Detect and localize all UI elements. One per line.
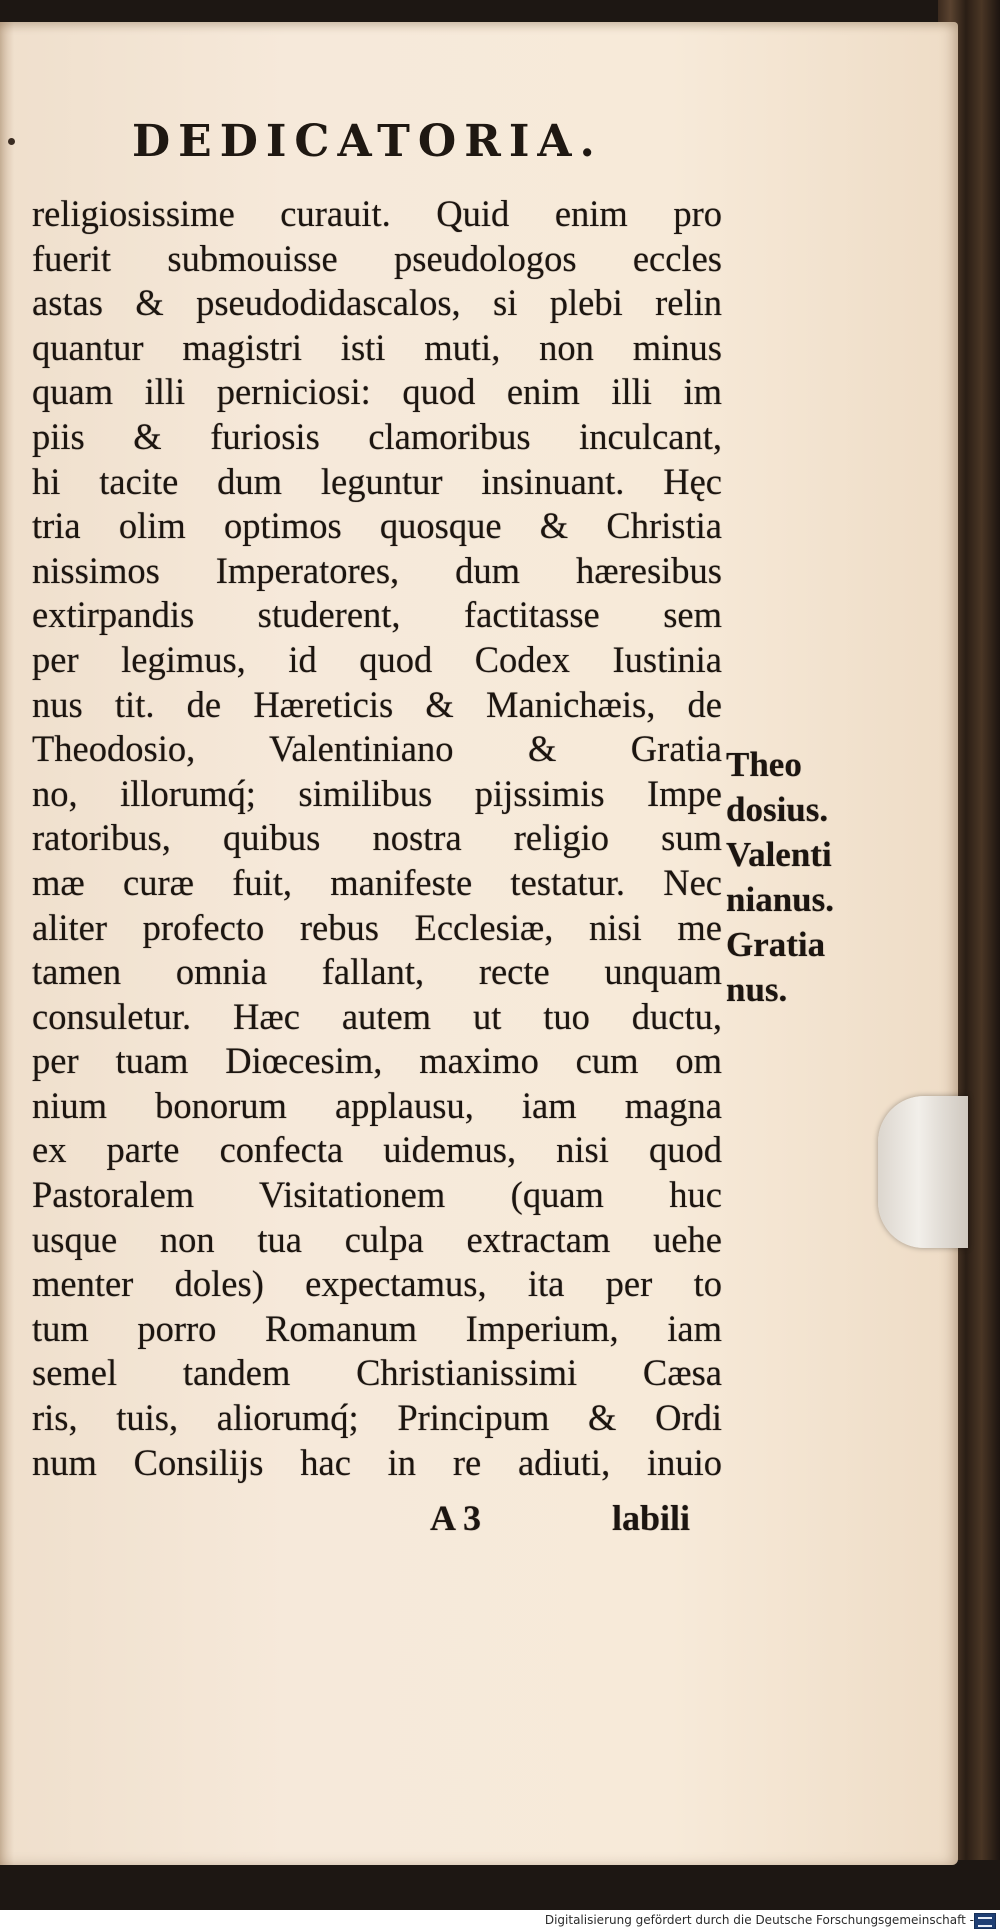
marginal-note-line: Theo	[726, 745, 802, 784]
marginal-note-line: Gratia	[726, 925, 826, 964]
text-line: Pastoralem Visitationem (quam huc	[32, 1174, 722, 1216]
text-line: tamen omnia fallant, recte unquam	[32, 951, 722, 993]
marginal-note-line: nianus.	[726, 880, 834, 919]
text-line: fuerit submouisse pseudologos eccles	[32, 237, 722, 279]
marginal-note-line: nus.	[726, 970, 788, 1009]
page-gutter-shadow	[0, 22, 14, 1865]
text-line: tria olim optimos quosque & Christia	[32, 505, 722, 547]
signature-mark: A 3	[430, 1498, 482, 1538]
text-line: ratoribus, quibus nostra religio sum	[32, 817, 722, 859]
text-line: consuletur. Hæc autem ut tuo ductu,	[32, 995, 722, 1037]
text-line: per tuam Diœcesim, maximo cum om	[32, 1040, 722, 1082]
text-line: hi tacite dum leguntur insinuant. Hęc	[32, 460, 722, 502]
body-text	[32, 192, 722, 1485]
ink-dot	[8, 138, 15, 145]
text-line: nissimos Imperatores, dum hæresibus	[32, 549, 722, 591]
text-line: per legimus, id quod Codex Iustinia	[32, 638, 722, 680]
marginal-note-line: dosius.	[726, 790, 829, 829]
text-line: no, illorumq́; similibus pijssimis Impe	[32, 772, 722, 814]
text-line: nus tit. de Hæreticis & Manichæis, de	[32, 683, 722, 725]
text-line: Theodosio, Valentiniano & Gratia	[32, 728, 722, 770]
text-line: quam illi perniciosi: quod enim illi im	[32, 371, 722, 413]
text-line: religiosissime curauit. Quid enim pro	[32, 193, 722, 234]
text-line: nium bonorum applausu, iam magna	[32, 1084, 722, 1126]
dfg-logo-icon	[974, 1913, 996, 1929]
text-line: astas & pseudodidascalos, si plebi relin	[32, 282, 722, 324]
text-line: quantur magistri isti muti, non minus	[32, 326, 722, 368]
text-line: ex parte confecta uidemus, nisi quod	[32, 1129, 722, 1171]
text-line: mæ curæ fuit, manifeste testatur. Nec	[32, 861, 722, 903]
catchword: labili	[612, 1498, 691, 1538]
text-line: menter doles) expectamus, ita per to	[32, 1263, 722, 1305]
text-line: aliter profecto rebus Ecclesiæ, nisi me	[32, 906, 722, 948]
text-line: semel tandem Christianissimi Cæsa	[32, 1352, 722, 1394]
marginal-note-line: Valenti	[726, 835, 832, 874]
digitization-credit: Digitalisierung gefördert durch die Deutsche Forschungsgemeinschaft -	[544, 1913, 974, 1927]
text-line: num Consilijs hac in re adiuti, inuio	[32, 1441, 722, 1483]
text-line: ris, tuis, aliorumq́; Principum & Ordi	[32, 1397, 722, 1439]
text-line: piis & furiosis clamoribus inculcant,	[32, 415, 722, 457]
marginal-notes	[726, 742, 876, 1012]
running-head: DEDICATORIA.	[132, 116, 603, 167]
text-line: extirpandis studerent, factitasse sem	[32, 594, 722, 636]
text-line: usque non tua culpa extractam uehe	[32, 1218, 722, 1260]
text-line: tum porro Romanum Imperium, iam	[32, 1307, 722, 1349]
page-clip	[878, 1096, 968, 1248]
